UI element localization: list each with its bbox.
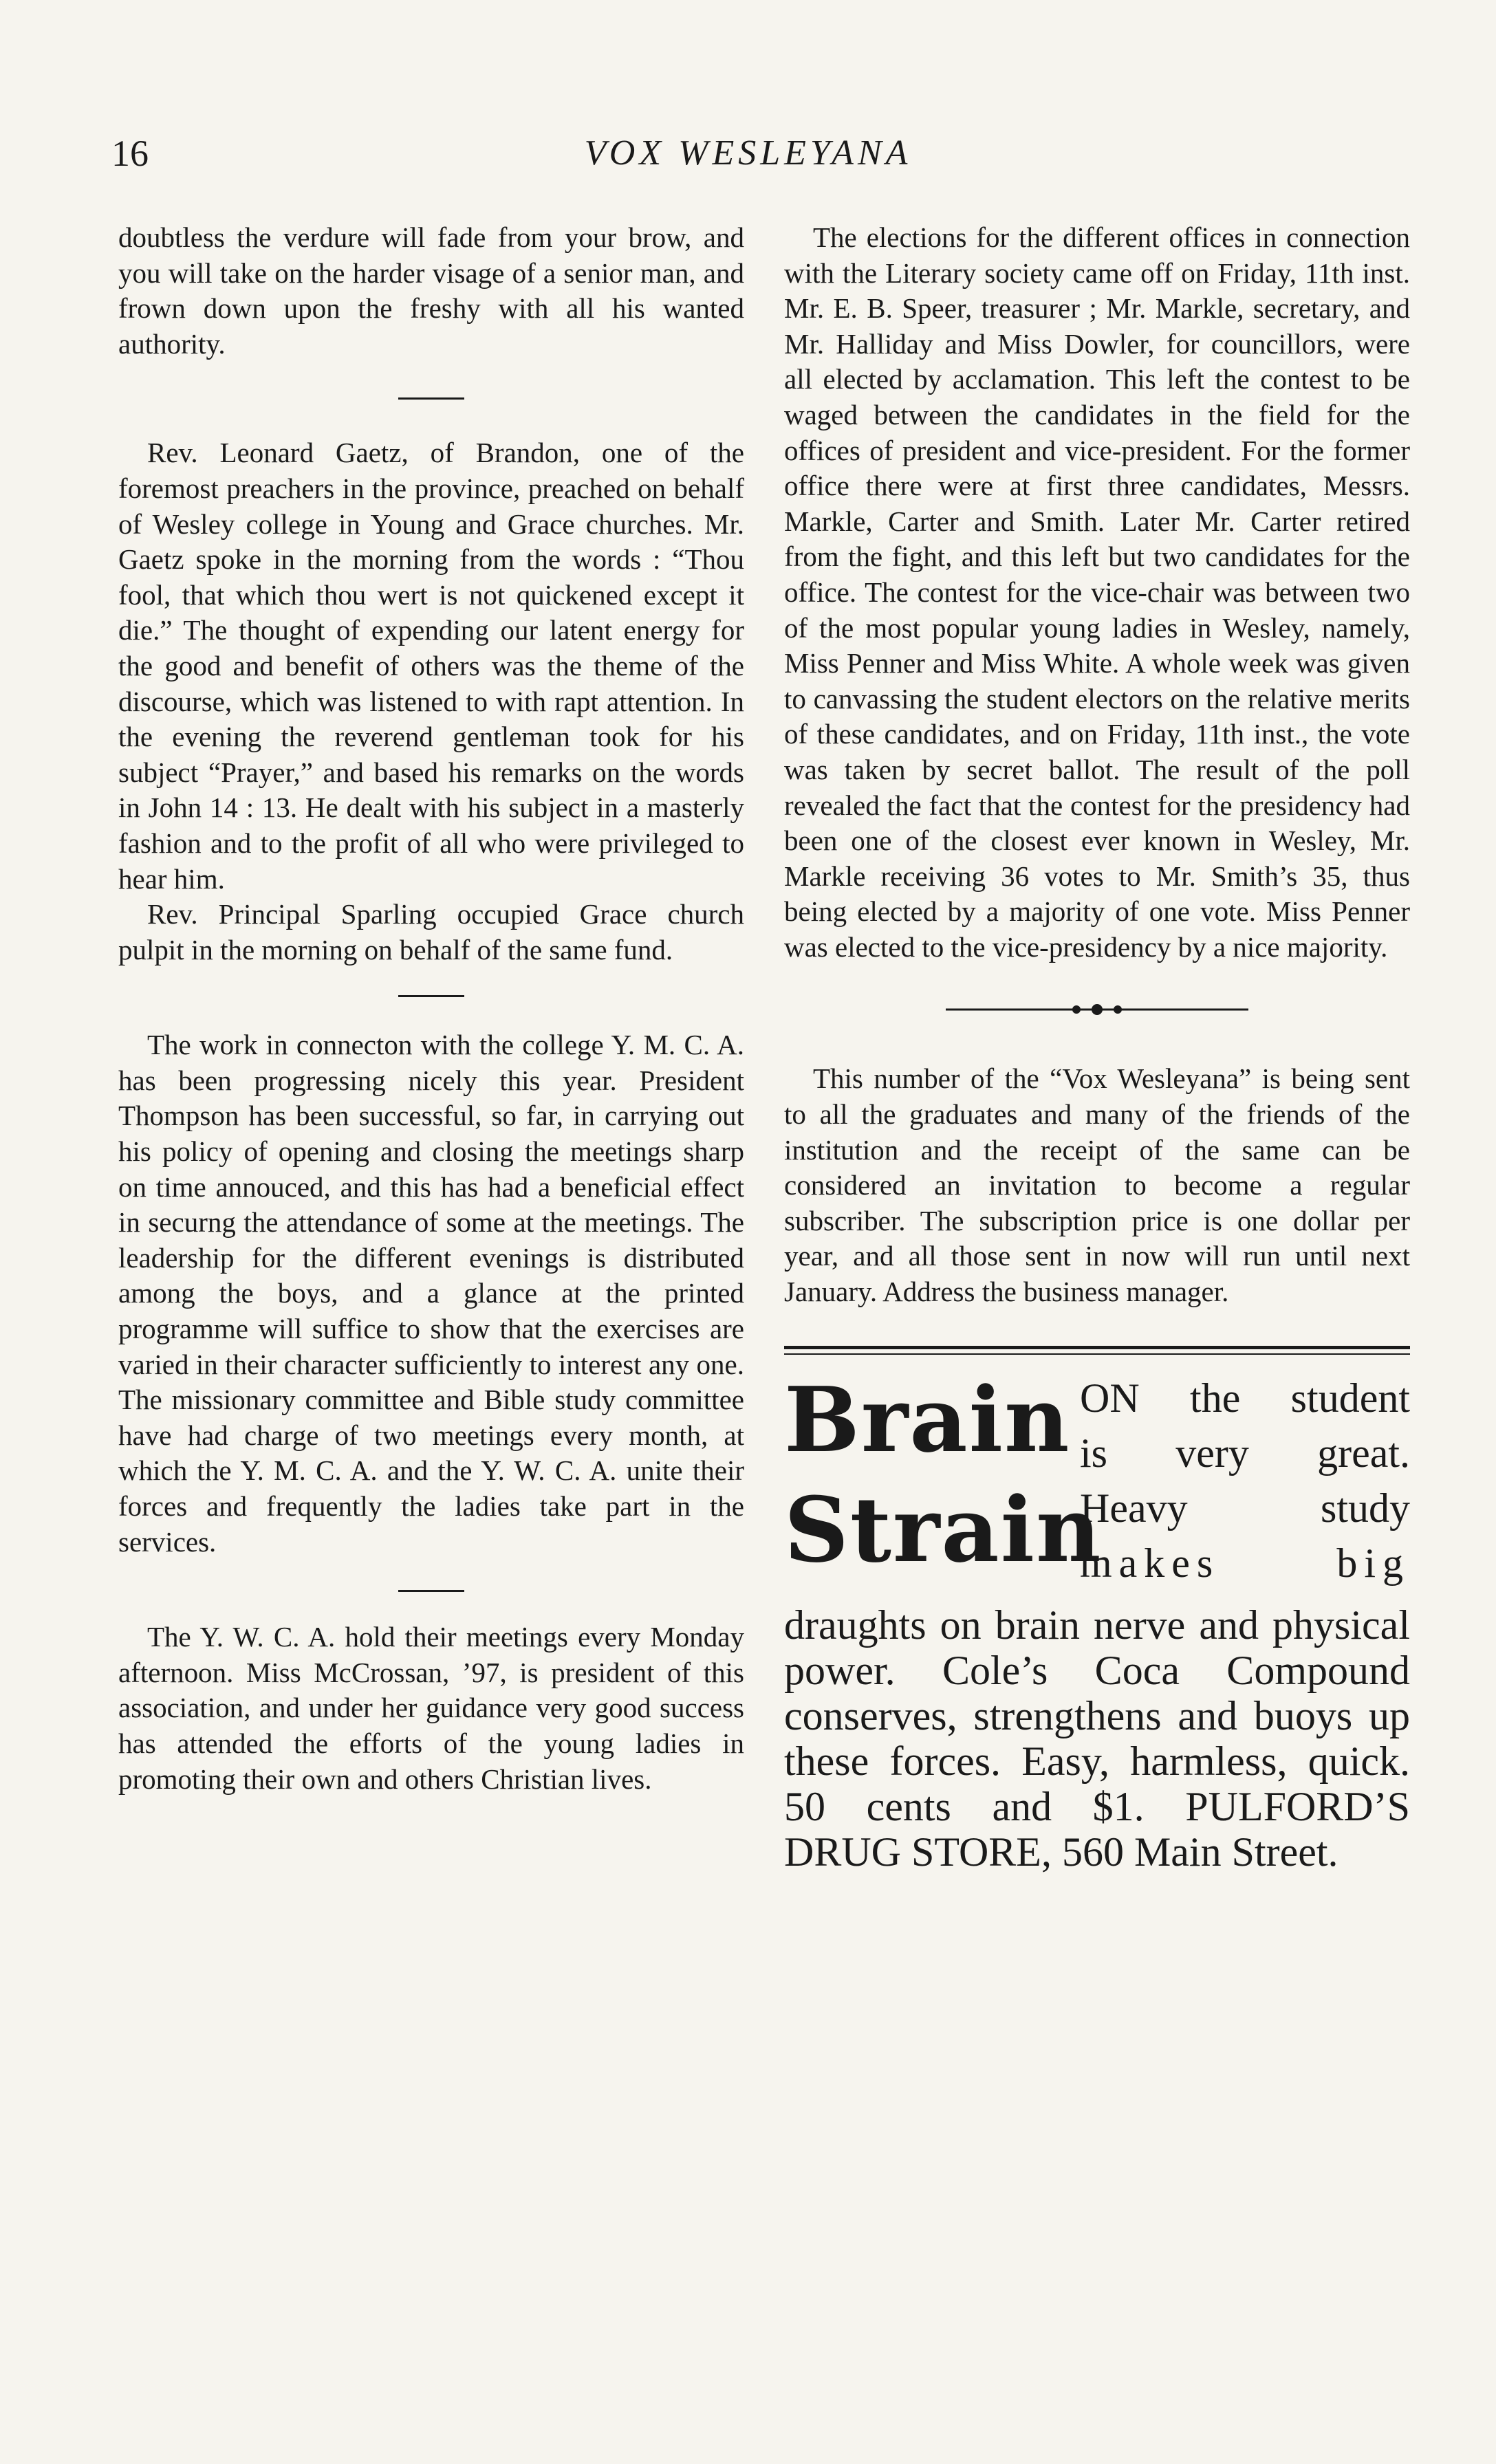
ad-line-3: Heavy study — [1080, 1485, 1410, 1531]
left-paragraph-5: The Y. W. C. A. hold their meetings every Monday afternoon. Miss McCrossan, ’97, is president of this association, and under her guidance very good success has attended the efforts of the young ladies in promoting their own and others Christian lives. — [118, 1621, 744, 1795]
right-column — [784, 220, 1410, 1875]
ad-body-text: draughts on brain nerve and physical power. Cole’s Coca Compound conserves, strengthens and buoys up these forces. Easy, harmless, quick. 50 cents and $1. PULFORD’S DRUG STORE, 560 Main Street. — [784, 1602, 1410, 1875]
ad-top-rule-thin — [784, 1353, 1410, 1355]
ornamental-divider — [946, 999, 1248, 1020]
left-paragraph-1: doubtless the verdure will fade from your brow, and you will take on the harder visage of a senior man, and frown down upon the freshy with all his wanted authority. — [118, 221, 744, 360]
ad-header — [784, 1366, 1410, 1602]
left-paragraph-4: The work in connecton with the college Y. M. C. A. has been progressing nicely this year. President Thompson has been successful, so far, in carrying out his policy of opening and closing the meetings sharp on time annouced, and this has had a beneficial effect in securng the attendance of some at the meetings. The leadership for the different evenings is distributed among the boys, and a glance at the printed programme will suffice to show that the exercises are varied in their character sufficiently to interest any one. The missionary committee and Bible study committee have had charge of two meetings every month, at which the Y. M. C. A. and the Y. W. C. A. unite their forces and frequently the ladies take part in the services. — [118, 1029, 744, 1558]
drug-store-advertisement — [784, 1346, 1410, 1875]
left-column — [118, 220, 744, 1797]
left-paragraph-3: Rev. Principal Sparling occupied Grace church pulpit in the morning on behalf of the same fund. — [118, 898, 744, 966]
ad-headline-brain: Brain — [784, 1366, 1071, 1472]
right-paragraph-2: This number of the “Vox Wesleyana” is being sent to all the graduates and many of the friends of the institution and the receipt of the same can be considered an invitation to become a regular subscriber. The subscription price is one dollar per year, and all those sent in now will run until next January. Address the business manager. — [784, 1062, 1410, 1308]
ad-top-rule — [784, 1346, 1410, 1349]
ad-line-2: is very great. — [1080, 1430, 1410, 1476]
ad-headline-strain: Strain — [784, 1476, 1103, 1582]
running-head — [0, 129, 1496, 184]
ad-line-4: makes big — [1080, 1540, 1410, 1586]
left-paragraph-2: Rev. Leonard Gaetz, of Brandon, one of the foremost preachers in the province, preached on behalf of Wesley college in Young and Grace churches. Mr. Gaetz spoke in the morning from the words : “Thou fool, that which thou wert is not quickened except it die.” The thought of expending our latent energy for the good and benefit of others was the theme of the discourse, which was listened to with rapt attention. In the evening the reverend gentleman took for his subject “Prayer,” and based his remarks on the words in John 14 : 13. He dealt with his subject in a masterly fashion and to the profit of all who were privileged to hear him. — [118, 437, 744, 895]
journal-title: VOX WESLEYANA — [584, 133, 912, 173]
right-paragraph-1: The elections for the different offices in connection with the Literary society came off on Friday, 11th inst. Mr. E. B. Speer, treasurer ; Mr. Markle, secretary, and Mr. Halliday and Miss Dowler, for councillors, were all elected by acclamation. This left the contest to be waged between the candidates in the field for the offices of president and vice-president. For the former office there were at first three candidates, Messrs. Markle, Carter and Smith. Later Mr. Carter retired from the fight, and this left but two candidates for the office. The contest for the vice-chair was between two of the most popular young ladies in Wesley, namely, Miss Penner and Miss White. A whole week was given to canvassing the student electors on the relative merits of these candidates, and on Friday, 11th inst., the vote was taken by secret ballot. The result of the poll revealed the fact that the contest for the presidency had been one of the closest ever known in Wesley, Mr. Markle receiving 36 votes to Mr. Smith’s 35, thus being elected by a majority of one vote. Miss Penner was elected to the vice-presidency by a nice majority. — [784, 221, 1410, 963]
ad-line-1: ON the student — [1080, 1375, 1410, 1421]
page-number: 16 — [111, 133, 149, 174]
